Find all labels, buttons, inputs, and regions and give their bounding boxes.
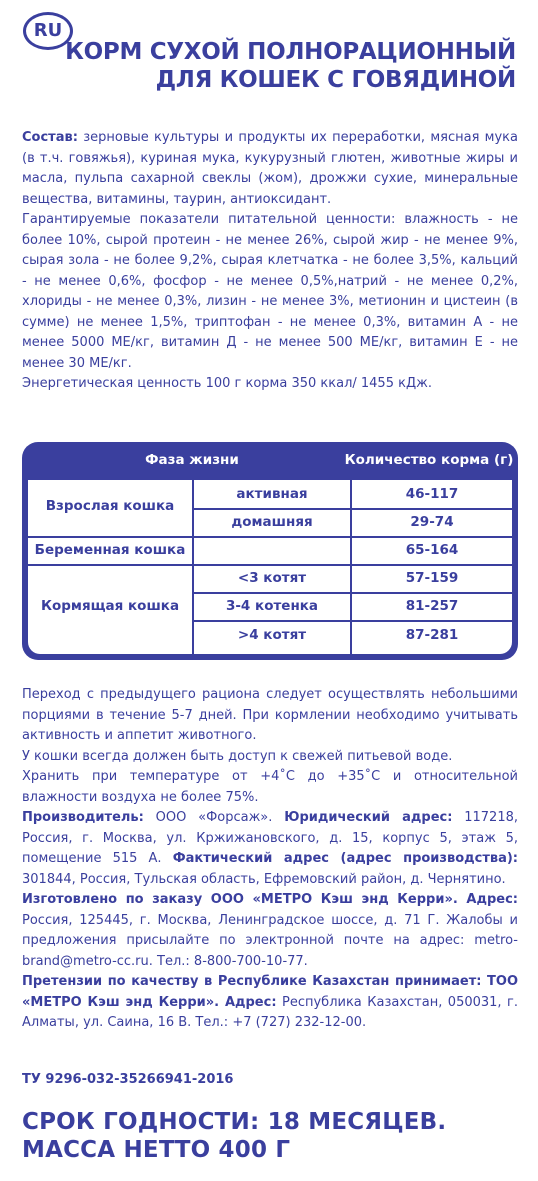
pregnant-amount: 65-164 (405, 542, 459, 558)
legal-address-text: 117218, Россия, г. Москва, ул. Кржижановского, д. 15, корпус 5, этаж 5, помещение 515 А. (22, 810, 519, 866)
kittens-less-3-label: <3 котят (237, 570, 307, 586)
transition-note: Переход с предыдущего рациона следует осуществлять небольшими порциями в течение 5-7 дней. При кормлении необходимо учитывать активность и аппетит животного. (22, 687, 518, 743)
kittens-3-4-label: 3-4 котенка (225, 598, 319, 614)
composition-label: Состав: (22, 130, 78, 145)
adult-active-amount: 46-117 (405, 486, 459, 502)
phase-pregnant: Беременная кошка (34, 542, 186, 558)
producer-info (22, 808, 518, 890)
shelf-life: СРОК ГОДНОСТИ: 18 МЕСЯЦЕВ. (22, 1109, 447, 1135)
composition-text: зерновые культуры и продукты их переработки, мясная мука (в т.ч. говяжья), куриная мука, кукурузный глютен, животные жиры и масла, пульпа сахарной свеклы (жом), дрожжи сухие, минеральные вещества, витамины, таурин, антиоксидант. (22, 130, 518, 207)
tech-spec-code: ТУ 9296-032-35266941-2016 (22, 1072, 234, 1087)
adult-home-label: домашняя (231, 514, 313, 530)
adult-active-label: активная (236, 486, 308, 502)
row-divider (192, 508, 512, 510)
energy-value: Энергетическая ценность 100 г корма 350 ккал/ 1455 кДж. (22, 376, 432, 391)
language-badge: RU (23, 12, 73, 50)
producer-label: Производитель: (22, 810, 144, 825)
made-for-info (22, 890, 518, 972)
header-life-phase: Фаза жизни (145, 452, 239, 468)
row-divider (192, 620, 512, 622)
feeding-table (22, 442, 518, 660)
kittens-3-4-amount: 81-257 (405, 598, 459, 614)
kz-claims-text: Республика Казахстан, 050031, г. Алматы, ул. Саина, 16 В. Тел.: +7 (727) 232-12-00. (22, 994, 518, 1030)
kittens-more-4-amount: 87-281 (405, 627, 459, 643)
adult-home-amount: 29-74 (410, 514, 454, 530)
composition-block (22, 128, 518, 395)
footer-block (22, 1108, 446, 1164)
legal-address-label: Юридический адрес: (284, 810, 453, 825)
product-title (65, 38, 516, 94)
feeding-table-header (22, 442, 518, 480)
kittens-less-3-amount: 57-159 (405, 570, 459, 586)
kz-claims-label: Претензии по качеству в Республике Казахстан принимает: ТОО «МЕТРО Кэш энд Керри». Адрес: (22, 974, 518, 1010)
feeding-table-body (28, 480, 512, 654)
row-divider (28, 564, 512, 566)
title-line-2: ДЛЯ КОШЕК С ГОВЯДИНОЙ (155, 67, 516, 93)
phase-nursing: Кормящая кошка (40, 598, 180, 614)
guaranteed-values: Гарантируемые показатели питательной ценности: влажность - не более 10%, сырой протеин - не менее 26%, сырой жир - не менее 9%, сырая зола - не более 9,2%, сырая клетчатка - не более 3,5%, кальций - не менее 0,6%, фосфор - не менее 0,5%,натрий - не менее 0,2%, хлориды - не менее 0,3%, лизин - не менее 3%, метионин и цистеин (в сумме) не менее 1,5%, триптофан - не менее 0,3%, витамин А - не менее 5000 МЕ/кг, витамин Д - не менее 500 МЕ/кг, витамин Е - не менее 30 МЕ/кг. (22, 212, 518, 371)
kz-claims-info (22, 972, 518, 1034)
kittens-more-4-label: >4 котят (237, 627, 307, 643)
title-line-1: КОРМ СУХОЙ ПОЛНОРАЦИОННЫЙ (65, 39, 516, 65)
actual-address-label: Фактический адрес (адрес производства): (172, 851, 518, 866)
header-feed-amount: Количество корма (г) (344, 452, 514, 468)
storage-note: Хранить при температуре от +4˚С до +35˚С и относительной влажности воздуха не более 75%. (22, 769, 518, 805)
made-for-text: Россия, 125445, г. Москва, Ленинградское шоссе, д. 71 Г. Жалобы и предложения присылайте по электронной почте на адрес: metro-brand@metro-cc.ru. Тел.: 8-800-700-10-77. (22, 912, 518, 969)
notes-block (22, 685, 518, 1034)
row-divider (192, 592, 512, 594)
producer-text: ООО «Форсаж». (143, 810, 285, 825)
net-mass: МАССА НЕТТО 400 Г (22, 1137, 291, 1163)
made-for-label: Изготовлено по заказу ООО «МЕТРО Кэш энд Керри». Адрес: (22, 892, 518, 907)
actual-address-text: 301844, Россия, Тульская область, Ефремовский район, д. Чернятино. (22, 871, 506, 887)
composition-paragraph (22, 128, 518, 210)
water-note: У кошки всегда должен быть доступ к свежей питьевой воде. (22, 748, 453, 764)
row-divider (28, 536, 512, 538)
phase-adult: Взрослая кошка (45, 498, 175, 514)
